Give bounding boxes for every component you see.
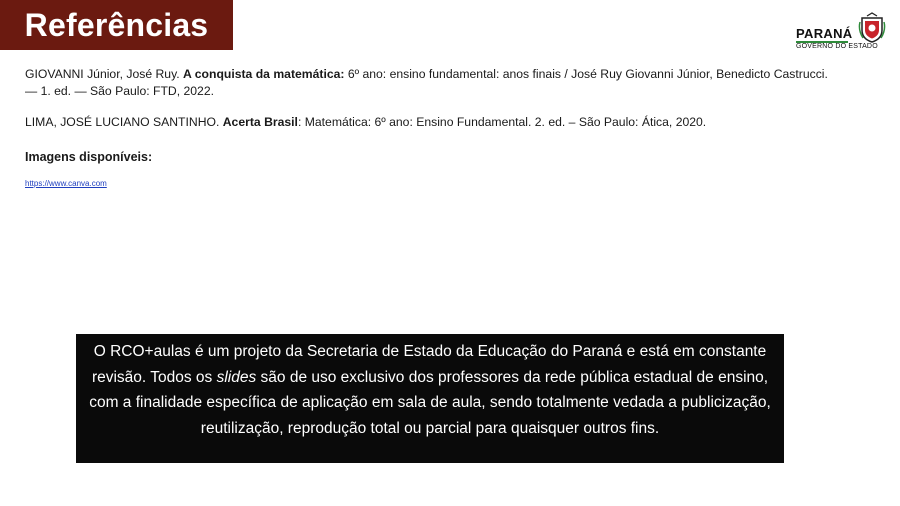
images-heading: Imagens disponíveis: — [25, 150, 153, 164]
coat-of-arms-icon — [858, 12, 886, 44]
usage-notice: O RCO+aulas é um projeto da Secretaria de Estado da Educação do Paraná e está em constante revisão. Todos os slides são de uso exclusivo dos professores da rede pública estadual de ensino, com a finalidade específica de aplicação em sala de aula, sendo totalmente vedada a publicização, reutilização, reprodução total ou parcial para quaisquer outros fins. — [76, 334, 784, 463]
references-section — [25, 66, 835, 192]
reference-item: GIOVANNI Júnior, José Ruy. A conquista da matemática: 6º ano: ensino fundamental: anos finais / José Ruy Giovanni Júnior, Benedicto Castrucci. — 1. ed. — São Paulo: FTD, 2022. — [25, 67, 828, 98]
parana-logo — [796, 12, 886, 54]
reference-item: LIMA, JOSÉ LUCIANO SANTINHO. Acerta Brasil: Matemática: 6º ano: Ensino Fundamental. 2. ed. – São Paulo: Ática, 2020. — [25, 115, 707, 129]
logo-name: PARANÁ — [796, 26, 853, 41]
canva-link[interactable]: https://www.canva.com — [25, 179, 107, 188]
logo-subtitle: GOVERNO DO ESTADO — [796, 43, 878, 50]
title-banner — [0, 0, 233, 50]
page-title: Referências — [24, 6, 209, 43]
